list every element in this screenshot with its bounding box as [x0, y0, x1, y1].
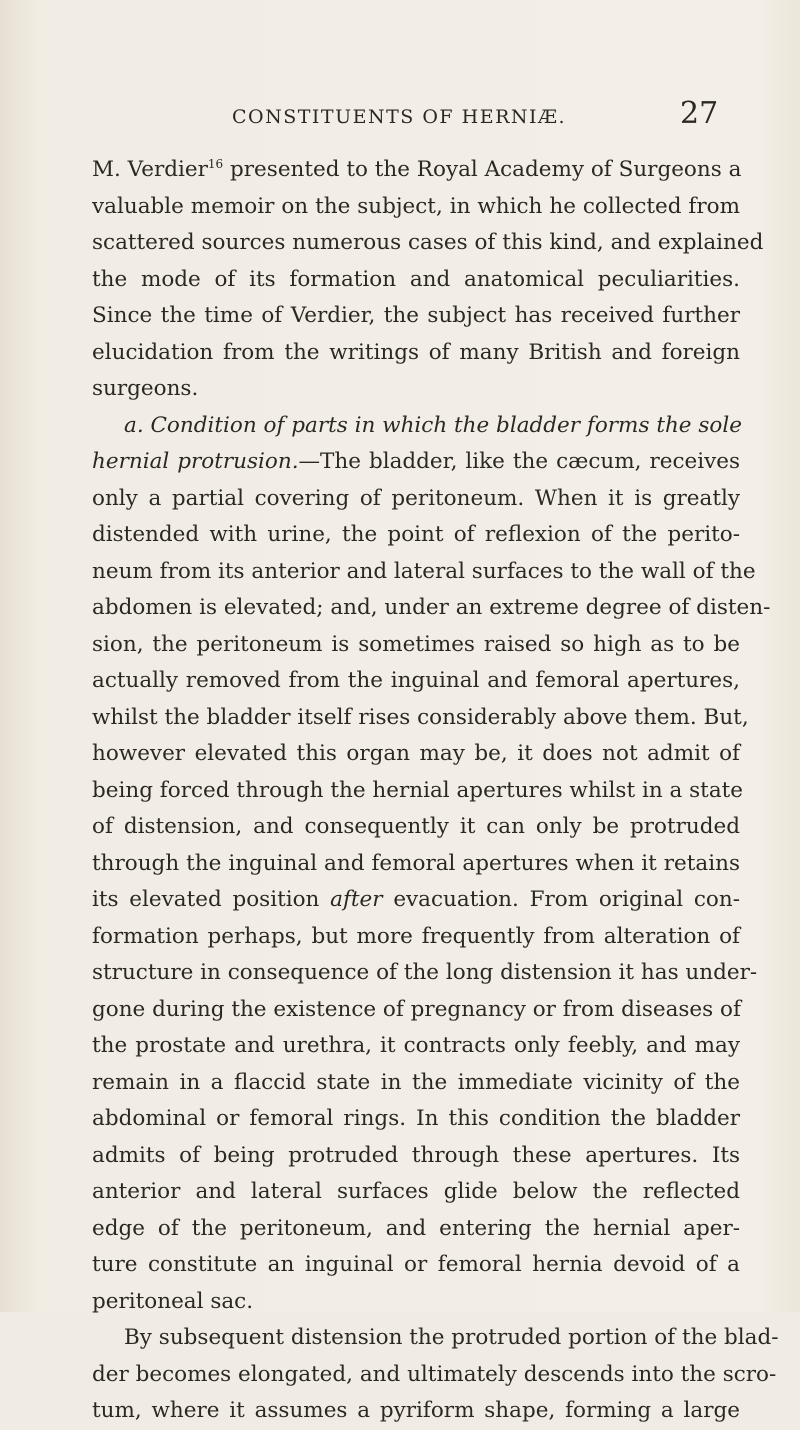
running-title: CONSTITUENTS OF HERNIÆ. — [232, 106, 567, 128]
text-line: distended with urine, the point of reflexion of the perito- — [92, 522, 740, 547]
text-line: tum, where it assumes a pyriform shape, forming a large — [92, 1398, 740, 1423]
text-line: By subsequent distension the protruded portion of the blad- — [124, 1325, 779, 1350]
section-heading-end: hernial protrusion. — [92, 449, 299, 474]
text-line: neum from its anterior and lateral surfaces to the wall of the — [92, 558, 756, 584]
body-text — [92, 152, 779, 1430]
text-line: through the inguinal and femoral apertures when it retains — [92, 850, 740, 876]
text-line: hernial protrusion.—The bladder, like the cæcum, receives — [92, 449, 740, 474]
page-number: 27 — [680, 96, 719, 131]
text-line: elucidation from the writings of many British and foreign — [92, 339, 740, 365]
emphasis-after: after — [330, 887, 383, 912]
text-line: whilst the bladder itself rises considerably above them. But, — [92, 704, 749, 730]
text-line: admits of being protruded through these apertures. Its — [92, 1142, 740, 1168]
text-line: being forced through the hernial apertures whilst in a state — [92, 777, 744, 803]
text-line: actually removed from the inguinal and femoral apertures, — [92, 668, 740, 693]
text-line: only a partial covering of peritoneum. When it is greatly — [92, 485, 740, 511]
text-line: sion, the peritoneum is sometimes raised so high as to be — [92, 631, 740, 657]
text-line: surgeons. — [92, 376, 199, 401]
text-line: scattered sources numerous cases of this kind, and explained — [92, 230, 764, 255]
text-line: its elevated position after evacuation. From original con- — [92, 887, 740, 912]
text-line: anterior and lateral surfaces glide below the reflected — [92, 1179, 740, 1204]
text-line: the mode of its formation and anatomical peculiarities. — [92, 266, 740, 292]
text-line: however elevated this organ may be, it does not admit of — [92, 741, 740, 766]
text-line: the prostate and urethra, it contracts only feebly, and may — [92, 1033, 740, 1058]
text-line: remain in a flaccid state in the immediate vicinity of the — [92, 1069, 740, 1095]
text-line: abdomen is elevated; and, under an extreme degree of disten- — [92, 595, 771, 620]
section-heading-line: a. Condition of parts in which the bladder forms the sole — [124, 412, 742, 438]
text-line: of distension, and consequently it can only be protruded — [92, 814, 740, 839]
text-line: edge of the peritoneum, and entering the hernial aper- — [92, 1215, 740, 1241]
text-line: der becomes elongated, and ultimately descends into the scro- — [92, 1361, 777, 1387]
text-line: structure in consequence of the long distension it has under- — [92, 960, 758, 985]
text-line: formation perhaps, but more frequently from alteration of — [92, 923, 740, 949]
text-line: gone during the existence of pregnancy or from diseases of — [92, 996, 741, 1022]
text-line: ture constitute an inguinal or femoral hernia devoid of a — [92, 1252, 740, 1277]
text-line: abdominal or femoral rings. In this condition the bladder — [92, 1106, 740, 1131]
footnote-marker: 16 — [207, 156, 224, 171]
text-line: Since the time of Verdier, the subject has received further — [92, 303, 740, 328]
text-line: M. Verdier$^{16}$ presented to the Royal Academy of Surgeons a — [92, 156, 742, 182]
text-line: valuable memoir on the subject, in which he collected from — [92, 193, 740, 219]
text-line: peritoneal sac. — [92, 1288, 254, 1314]
